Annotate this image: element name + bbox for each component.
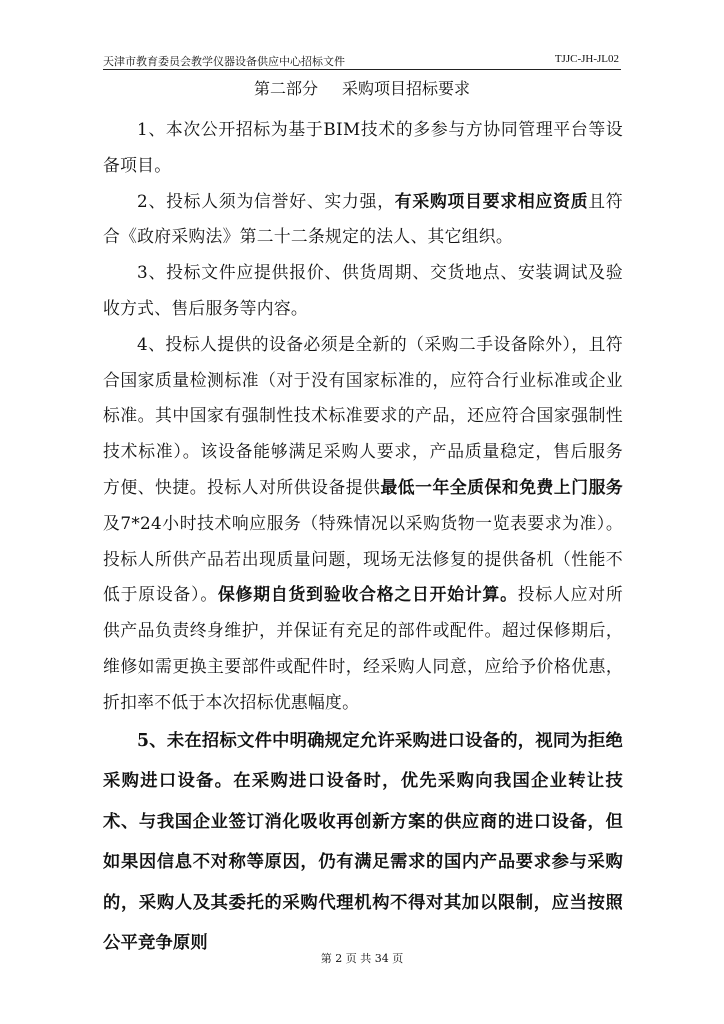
document-body xyxy=(103,112,623,964)
section-title xyxy=(103,76,621,99)
paragraph-2-text-a: 2、投标人须为信誉好、实力强， xyxy=(137,190,395,211)
paragraph-2 xyxy=(103,184,623,256)
header-org-title: 天津市教育委员会教学仪器设备供应中心招标文件 xyxy=(103,55,345,68)
header-doc-code: TJJC-JH-JL02 xyxy=(554,53,619,65)
page-number: 第 2 页 共 34 页 xyxy=(320,952,404,965)
paragraph-1: 1、本次公开招标为基于BIM技术的多参与方协同管理平台等设备项目。 xyxy=(103,119,623,175)
paragraph-4-text-e: 投标人应对所供产品负责终身维护，并保证有充足的部件或配件。超过保修期后，维修如需更换主要部件或配件时，经采购人同意，应给予价格优惠，折扣率不低于本次招标优惠幅度。 xyxy=(103,584,623,712)
paragraph-5: 5、未在招标文件中明确规定允许采购进口设备的，视同为拒绝采购进口设备。在采购进口设备时，优先采购向我国企业转让技术、与我国企业签订消化吸收再创新方案的供应商的进口设备，但如果因信息不对称等原因，仍有满足需求的国内产品要求参与采购的，采购人及其委托的采购代理机构不得对其加以限制，应当按照公平竞争原则 xyxy=(103,730,623,954)
paragraph-2-text-c: 且符合《政府采购法》第二十二条规定的法人、其它组织。 xyxy=(103,190,623,247)
section-part-label: 第二部分 xyxy=(253,79,318,98)
paragraph-4-emphasis-period: 保修期自货到验收合格之日开始计算。 xyxy=(218,584,518,605)
page-header xyxy=(103,51,621,70)
section-name: 采购项目招标要求 xyxy=(342,79,471,98)
paragraph-4 xyxy=(103,327,623,721)
paragraph-4-emphasis-warranty: 最低一年全质保和免费上门服务 xyxy=(380,476,623,497)
paragraph-3: 3、投标文件应提供报价、供货周期、交货地点、安装调试及验收方式、售后服务等内容。 xyxy=(103,262,623,318)
page-footer xyxy=(103,950,621,966)
paragraph-4-text-a: 4、投标人提供的设备必须是全新的（采购二手设备除外），且符合国家质量检测标准（对于没有国家标准的，应符合行业标准或企业标准。其中国家有强制性技术标准要求的产品，还应符合国家强制性技术标准）。该设备能够满足采购人要求，产品质量稳定，售后服务方便、快捷。投标人对所供设备提供 xyxy=(103,333,623,497)
paragraph-4-text-c: 及7*24小时技术响应服务（特殊情况以采购货物一览表要求为准）。投标人所供产品若出现质量问题，现场无法修复的提供备机（性能不低于原设备）。 xyxy=(103,512,623,605)
paragraph-2-emphasis: 有采购项目要求相应资质 xyxy=(394,190,589,211)
